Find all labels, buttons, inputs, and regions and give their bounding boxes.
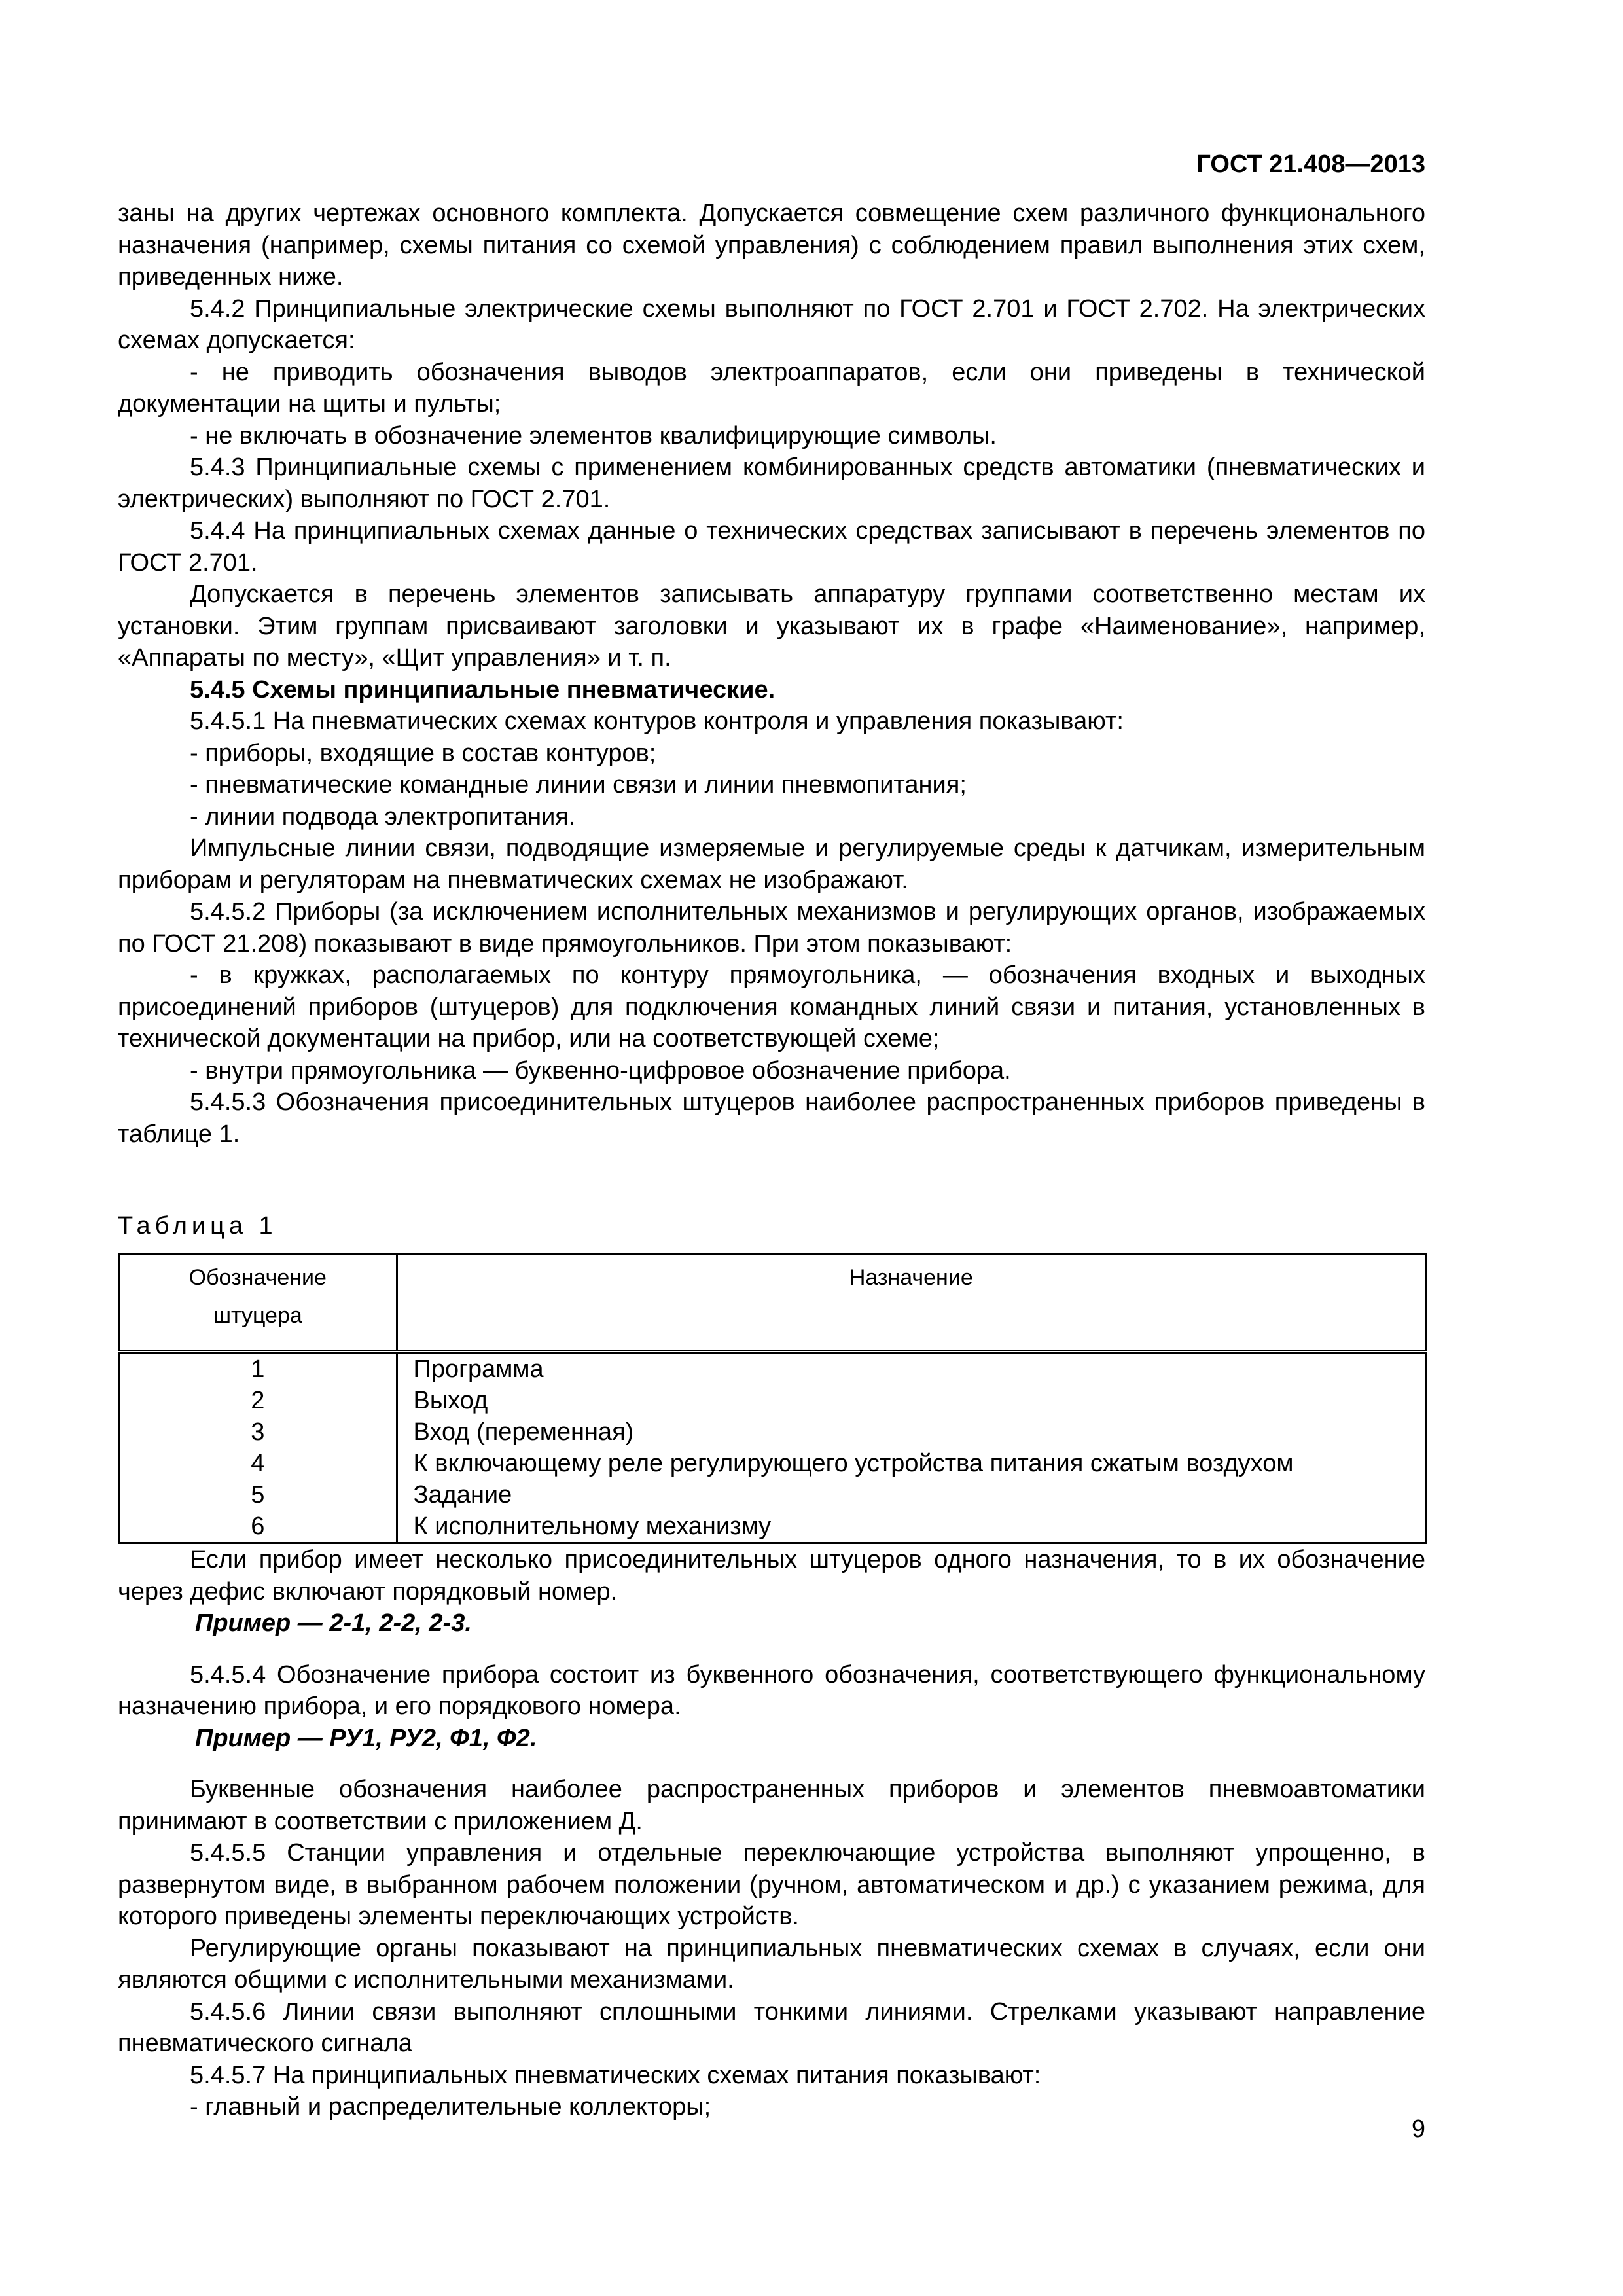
paragraph: 5.4.5.3 Обозначения присоединительных штуцеров наиболее распространенных приборов приведены в таблице 1. xyxy=(118,1088,1425,1148)
list-item: - не приводить обозначения выводов электроаппаратов, если они приведены в технической документации на щиты и пульты; xyxy=(118,358,1425,418)
paragraph: 5.4.5.4 Обозначение прибора состоит из буквенного обозначения, соответствующего функциональному назначению прибора, и его порядкового номера. xyxy=(118,1660,1425,1720)
column-header-designation xyxy=(119,1253,397,1352)
paragraph: Регулирующие органы показывают на принципиальных пневматических схемах в случаях, если они являются общими с исполнительными механизмами. xyxy=(118,1934,1425,1994)
table-row xyxy=(119,1352,1426,1385)
paragraph: 5.4.5.5 Станции управления и отдельные переключающие устройства выполняют упрощенно, в развернутом виде, в выбранном рабочем положении (ручном, автоматическом и др.) с указанием режима, для которого приведены элементы переключающих устройств. xyxy=(118,1839,1425,1930)
table-row xyxy=(119,1511,1426,1543)
table-row xyxy=(119,1479,1426,1511)
column-header-line: Обозначение xyxy=(188,1265,327,1290)
column-header-purpose: Назначение xyxy=(397,1253,1425,1352)
fitting-purpose: К исполнительному механизму xyxy=(397,1511,1425,1543)
example: Пример — 2-1, 2-2, 2-3. xyxy=(195,1609,472,1637)
paragraph: 5.4.5.2 Приборы (за исключением исполнительных механизмов и регулирующих органов, изображаемых по ГОСТ 21.208) показывают в виде прямоугольников. При этом показывают: xyxy=(118,898,1425,958)
paragraph: 5.4.5.1 На пневматических схемах контуров контроля и управления показывают: xyxy=(190,708,1124,735)
list-item: - пневматические командные линии связи и линии пневмопитания; xyxy=(190,771,967,798)
fitting-purpose: Выход xyxy=(397,1385,1425,1416)
table-row xyxy=(119,1416,1426,1448)
fittings-table xyxy=(118,1253,1427,1545)
paragraph: Импульсные линии связи, подводящие измеряемые и регулируемые среды к датчикам, измерительным приборам и регуляторам на пневматических схемах не изображают. xyxy=(118,834,1425,894)
paragraph: 5.4.5.6 Линии связи выполняют сплошными тонкими линиями. Стрелками указывают направление пневматического сигнала xyxy=(118,1998,1425,2057)
example: Пример — РУ1, РУ2, Ф1, Ф2. xyxy=(195,1724,537,1752)
list-item: - не включать в обозначение элементов квалифицирующие символы. xyxy=(190,422,997,450)
paragraph: 5.4.5.7 На принципиальных пневматических схемах питания показывают: xyxy=(190,2061,1041,2089)
table-row xyxy=(119,1448,1426,1479)
fitting-purpose: Вход (переменная) xyxy=(397,1416,1425,1448)
paragraph: заны на других чертежах основного комплекта. Допускается совмещение схем различного функционального назначения (например, схемы питания со схемой управления) с соблюдением правил выполнения этих схем, приведенных ниже. xyxy=(118,200,1425,291)
paragraph: 5.4.3 Принципиальные схемы с применением комбинированных средств автоматики (пневматических и электрических) выполняют по ГОСТ 2.701. xyxy=(118,454,1425,513)
list-item: - приборы, входящие в состав контуров; xyxy=(190,739,656,767)
list-item: - главный и распределительные коллекторы; xyxy=(190,2093,711,2121)
fitting-number: 2 xyxy=(119,1385,397,1416)
document-header: ГОСТ 21.408—2013 xyxy=(1196,151,1425,178)
fitting-number: 1 xyxy=(119,1352,397,1385)
fitting-number: 3 xyxy=(119,1416,397,1448)
paragraph: Допускается в перечень элементов записывать аппаратуру группами соответственно местам их установки. Этим группам присваивают заголовки и указывают их в графе «Наименование», например, «Аппараты по месту», «Щит управления» и т. п. xyxy=(118,581,1425,672)
paragraph: Буквенные обозначения наиболее распространенных приборов и элементов пневмоавтоматики принимают в соответствии с приложением Д. xyxy=(118,1776,1425,1835)
fitting-number: 4 xyxy=(119,1448,397,1479)
paragraph: 5.4.2 Принципиальные электрические схемы выполняют по ГОСТ 2.701 и ГОСТ 2.702. На электрических схемах допускается: xyxy=(118,295,1425,354)
document-body xyxy=(118,198,1425,2123)
list-item: - внутри прямоугольника — буквенно-цифровое обозначение прибора. xyxy=(190,1056,1011,1085)
fitting-purpose: Задание xyxy=(397,1479,1425,1511)
fitting-purpose: Программа xyxy=(397,1352,1425,1385)
page-number: 9 xyxy=(1411,2115,1425,2143)
list-item: - линии подвода электропитания. xyxy=(190,802,576,831)
fitting-number: 6 xyxy=(119,1511,397,1543)
column-header-line: штуцера xyxy=(213,1302,302,1328)
table-row xyxy=(119,1385,1426,1416)
list-item: - в кружках, располагаемых по контуру прямоугольника, — обозначения входных и выходных присоединений приборов (штуцеров) для подключения командных линий связи и питания, установленных в технической документации на прибор, или на соответствующей схеме; xyxy=(118,961,1425,1052)
table-caption: Таблица 1 xyxy=(118,1212,277,1240)
fitting-number: 5 xyxy=(119,1479,397,1511)
table-header-row xyxy=(119,1253,1426,1352)
fitting-purpose: К включающему реле регулирующего устройства питания сжатым воздухом xyxy=(397,1448,1425,1479)
section-heading: 5.4.5 Схемы принципиальные пневматические. xyxy=(190,675,776,704)
paragraph: 5.4.4 На принципиальных схемах данные о технических средствах записывают в перечень элементов по ГОСТ 2.701. xyxy=(118,517,1425,577)
paragraph: Если прибор имеет несколько присоединительных штуцеров одного назначения, то в их обозначение через дефис включают порядковый номер. xyxy=(118,1546,1425,1605)
